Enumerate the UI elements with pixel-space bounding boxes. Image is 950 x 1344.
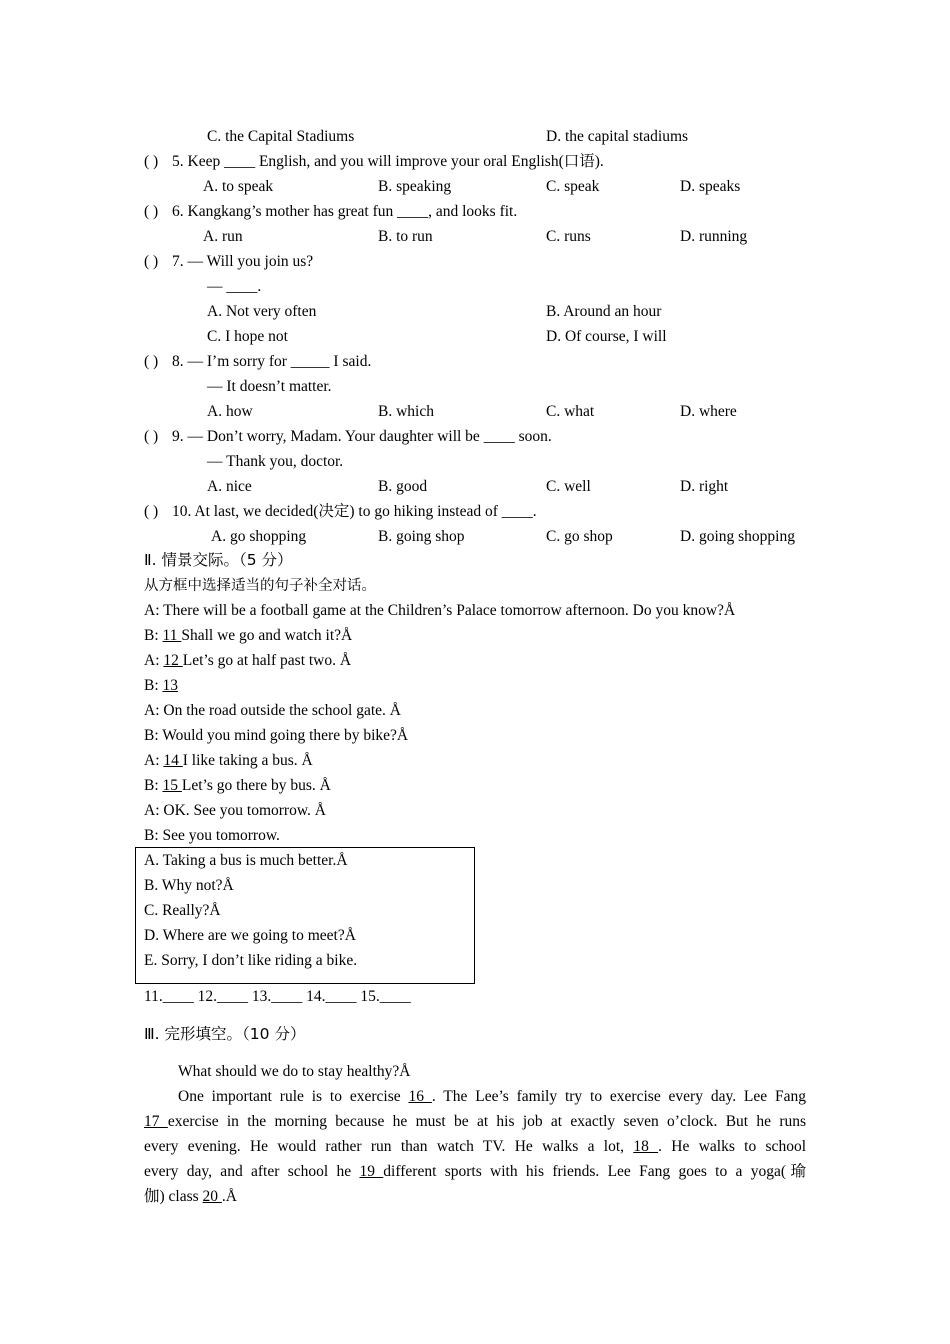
q5-option-c: C. speak: [546, 178, 600, 195]
dialogue-text: Let’s go there by bus. Å: [181, 777, 331, 794]
blank-15[interactable]: 15: [162, 777, 182, 794]
blank-13[interactable]: 13: [162, 677, 179, 694]
blank-12[interactable]: 12: [163, 652, 183, 669]
q9-option-b: B. good: [378, 478, 428, 495]
q8-answer-paren[interactable]: ( ): [144, 353, 159, 370]
section-2-instruction: 从方框中选择适当的句子补全对话。: [144, 578, 376, 594]
passage-line-2: [144, 1112, 806, 1132]
q5-answer-paren[interactable]: ( ): [144, 153, 159, 170]
q8-option-d: D. where: [680, 403, 737, 420]
option-d: D. Where are we going to meet?Å: [144, 927, 356, 944]
passage-text: every day, and after school he: [144, 1163, 360, 1180]
dialogue-speaker: B:: [144, 777, 163, 794]
q10-option-b: B. going shop: [378, 528, 465, 545]
passage-text: .Å: [221, 1188, 237, 1205]
q7-option-c: C. I hope not: [207, 328, 288, 345]
section-2-heading: Ⅱ. 情景交际。（5 分）: [144, 551, 293, 569]
passage-title: What should we do to stay healthy?Å: [178, 1063, 411, 1080]
dialogue-line-8: [144, 776, 331, 796]
blank-18[interactable]: 18: [633, 1138, 659, 1155]
dialogue-line-7: [144, 751, 313, 771]
dialogue-speaker: A:: [144, 752, 164, 769]
q5-stem: 5. Keep ____ English, and you will improve your oral English(口语).: [172, 153, 604, 170]
dialogue-speaker: A:: [144, 652, 164, 669]
passage-line-3: [144, 1137, 806, 1157]
passage-text: every evening. He would rather run than watch TV. He walks a lot,: [144, 1138, 634, 1155]
q6-option-c: C. runs: [546, 228, 591, 245]
dialogue-text: I like taking a bus. Å: [182, 752, 313, 769]
passage-text: different sports with his friends. Lee Fang goes to a yoga(瑜: [383, 1163, 806, 1180]
q7-option-b: B. Around an hour: [546, 303, 662, 320]
q8-response: — It doesn’t matter.: [207, 378, 332, 395]
dialogue-line-1: A: There will be a football game at the Children’s Palace tomorrow afternoon. Do you know?Å: [144, 602, 736, 619]
q10-option-a: A. go shopping: [211, 528, 307, 545]
blank-19[interactable]: 19: [359, 1163, 384, 1180]
dialogue-speaker: B:: [144, 677, 163, 694]
dialogue-line-2: [144, 626, 352, 646]
q8-option-b: B. which: [378, 403, 434, 420]
q8-option-c: C. what: [546, 403, 595, 420]
dialogue-line-6: B: Would you mind going there by bike?Å: [144, 727, 409, 744]
dialogue-line-10: B: See you tomorrow.: [144, 827, 280, 844]
q8-option-a: A. how: [207, 403, 253, 420]
blank-14[interactable]: 14: [163, 752, 183, 769]
section-3-heading: Ⅲ. 完形填空。（10 分）: [144, 1025, 306, 1043]
q6-option-a: A. run: [203, 228, 243, 245]
dialogue-text: Shall we go and watch it?Å: [181, 627, 353, 644]
q6-answer-paren[interactable]: ( ): [144, 203, 159, 220]
q7-response: — ____.: [207, 278, 262, 295]
answer-blanks[interactable]: 11.____ 12.____ 13.____ 14.____ 15.____: [144, 988, 411, 1005]
blank-17[interactable]: 17: [144, 1113, 168, 1130]
blank-16[interactable]: 16: [408, 1088, 432, 1105]
dialogue-line-9: A: OK. See you tomorrow. Å: [144, 802, 326, 819]
q9-option-a: A. nice: [207, 478, 252, 495]
passage-line-1: [178, 1087, 806, 1107]
dialogue-line-5: A: On the road outside the school gate. Å: [144, 702, 401, 719]
q4-option-c: C. the Capital Stadiums: [207, 128, 355, 145]
passage-text: . He walks to school: [658, 1138, 806, 1155]
blank-20[interactable]: 20: [202, 1188, 222, 1205]
q9-option-c: C. well: [546, 478, 591, 495]
passage-text: One important rule is to exercise: [178, 1088, 409, 1105]
option-b: B. Why not?Å: [144, 877, 234, 894]
q5-option-a: A. to speak: [203, 178, 274, 195]
q10-answer-paren[interactable]: ( ): [144, 503, 159, 520]
q7-answer-paren[interactable]: ( ): [144, 253, 159, 270]
q8-stem: 8. — I’m sorry for _____ I said.: [172, 353, 372, 370]
q9-response: — Thank you, doctor.: [207, 453, 344, 470]
q7-option-d: D. Of course, I will: [546, 328, 667, 345]
dialogue-line-3: [144, 651, 351, 671]
q9-answer-paren[interactable]: ( ): [144, 428, 159, 445]
q4-option-d: D. the capital stadiums: [546, 128, 689, 145]
q5-option-b: B. speaking: [378, 178, 452, 195]
passage-line-5: [144, 1187, 237, 1207]
option-e: E. Sorry, I don’t like riding a bike.: [144, 952, 358, 969]
q9-option-d: D. right: [680, 478, 729, 495]
q10-option-c: C. go shop: [546, 528, 613, 545]
q10-option-d: D. going shopping: [680, 528, 795, 545]
blank-11[interactable]: 11: [162, 627, 182, 644]
q6-stem: 6. Kangkang’s mother has great fun ____, and looks fit.: [172, 203, 518, 220]
q6-option-b: B. to run: [378, 228, 433, 245]
q7-stem: 7. — Will you join us?: [172, 253, 314, 270]
q10-stem: 10. At last, we decided(决定) to go hiking instead of ____.: [172, 503, 537, 520]
dialogue-text: Let’s go at half past two. Å: [182, 652, 352, 669]
passage-line-4: [144, 1162, 806, 1182]
q9-stem: 9. — Don’t worry, Madam. Your daughter will be ____ soon.: [172, 428, 552, 445]
passage-text: exercise in the morning because he must be at his job at exactly seven o’clock. But he runs: [167, 1113, 807, 1130]
passage-text: . The Lee’s family try to exercise every day. Lee Fang: [431, 1088, 806, 1105]
option-a: A. Taking a bus is much better.Å: [144, 852, 348, 869]
passage-text: 伽) class: [144, 1188, 203, 1205]
q6-option-d: D. running: [680, 228, 748, 245]
q7-option-a: A. Not very often: [207, 303, 317, 320]
option-c: C. Really?Å: [144, 902, 221, 919]
dialogue-speaker: B:: [144, 627, 163, 644]
q5-option-d: D. speaks: [680, 178, 741, 195]
dialogue-line-4: [144, 676, 178, 696]
